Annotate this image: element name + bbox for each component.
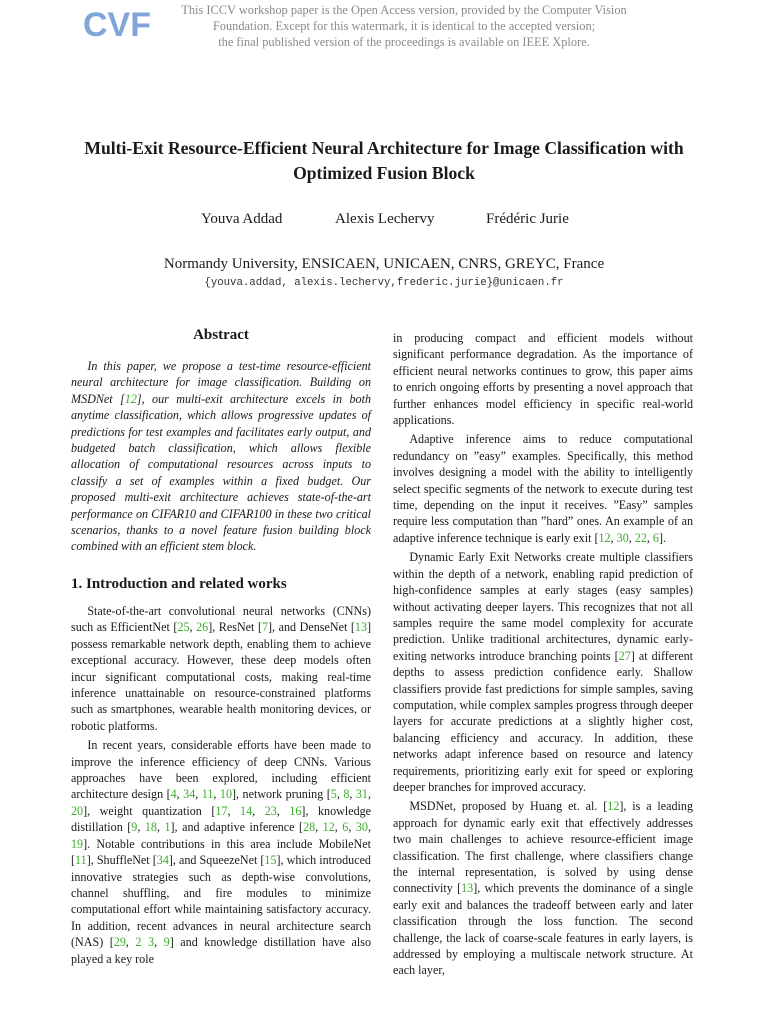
citation-link[interactable]: 23 — [264, 803, 277, 818]
citation-link[interactable]: 9 — [131, 820, 138, 835]
citation-link[interactable]: 11 — [201, 787, 214, 802]
cvf-logo-text: CVF — [83, 6, 151, 44]
citation-link[interactable]: 27 — [618, 648, 631, 663]
citation-link[interactable]: 12 — [598, 530, 611, 545]
affiliation: Normandy University, ENSICAEN, UNICAEN, CNRS, GREYC, France — [163, 256, 605, 272]
citation-link[interactable]: 14 — [240, 803, 253, 818]
citation-link[interactable]: 28 — [303, 820, 316, 835]
citation-link[interactable]: 18 — [144, 820, 157, 835]
citation-link[interactable]: 5 — [330, 787, 337, 802]
citation-link[interactable]: 10 — [219, 787, 233, 802]
citation-link[interactable]: 16 — [289, 803, 302, 818]
body-paragraph: Dynamic Early Exit Networks create multiple classifiers within the depth of a network, enabling rapid prediction of high-confidence samples at early stages (easy samples) without activating deeper layers. This recognizes that not all samples require the same model complexity for accurate prediction. Unlike traditional architectures, dynamic early-exiting networks introduce branching points [27] at different depths to assess prediction confidence early. Shallow classifiers provide fast predictions for simple samples, saving computation, while complex samples progress through deeper layers for accurate predictions at a slightly higher cost, balancing efficiency and accuracy. In addition, these networks adapt inference based on resource and latency requirements, prioritizing early exit for speed or exploring deeper branches for improved accuracy. — [393, 550, 694, 794]
body-paragraph: MSDNet, proposed by Huang et. al. [12], is a leading approach for dynamic early exit that effectively addresses two main challenges to achieve resource-efficient image classification. The first challenge, where classifiers change the internal representation, is solved by using dense connectivity [13], which prevents the dominance of a single early exit and balances the tradeoff between early and later classification through the loss function. The second challenge, the lack of coarse-scale features in early layers, is addressed by employing a multiscale network structure. At each layer, — [393, 799, 694, 978]
citation-link[interactable]: 15 — [264, 853, 277, 868]
watermark-line: This ICCV workshop paper is the Open Access version, provided by the Computer Vision — [181, 3, 627, 17]
citation-link[interactable]: 13 — [354, 620, 367, 635]
citation-link[interactable]: 1 — [164, 820, 171, 835]
citation-link[interactable]: 2 — [135, 935, 142, 950]
citation-link[interactable]: 12 — [607, 799, 620, 814]
citation-link[interactable]: 13 — [461, 881, 474, 896]
watermark-line: the final published version of the proceedings is available on IEEE Xplore. — [218, 35, 590, 49]
paper-title-line: Multi-Exit Resource-Efficient Neural Architecture for Image Classification with — [84, 138, 684, 158]
citation-link[interactable]: 19 — [71, 836, 84, 851]
citation-link[interactable]: 30 — [616, 530, 629, 545]
watermark-line: Foundation. Except for this watermark, it is identical to the accepted version; — [212, 19, 596, 33]
citation-link[interactable]: 7 — [261, 620, 269, 635]
citation-link[interactable]: 3 — [148, 935, 155, 950]
abstract-body — [71, 358, 371, 555]
citation-link[interactable]: 25 — [177, 620, 190, 635]
author-name: Frédéric Jurie — [486, 211, 569, 227]
citation-link[interactable]: 6 — [652, 530, 659, 545]
citation-link[interactable]: 8 — [343, 787, 350, 802]
citation-link[interactable]: 31 — [355, 787, 368, 802]
author-name: Youva Addad — [201, 211, 283, 227]
body-paragraph: In recent years, considerable efforts have been made to improve the inference efficiency of deep CNNs. Various approaches have been explored, including efficient architecture design [4, 34, 11, 10], network pruning [5, 8, 31, 20], weight quantization [17, 14, 23, 16], knowledge distillation [9, 18, 1], and adaptive inference [28, 12, 6, 30, 19]. Notable contributions in this area include MobileNet [11], ShuffleNet [34], and SqueezeNet [15], which introduced innovative strategies such as depth-wise convolutions, channel shuffling, and fire modules to minimize computational effort while maintaining satisfactory accuracy. In addition, recent advances in neural architecture search (NAS) [29, 2 3, 9] and knowledge distillation have also played a key role — [71, 738, 372, 966]
introduction-body — [71, 603, 371, 967]
citation-link[interactable]: 12 — [124, 391, 137, 406]
author-name: Alexis Lechervy — [335, 211, 435, 227]
body-paragraph: State-of-the-art convolutional neural networks (CNNs) such as EfficientNet [25, 26], ResNet [7], and DenseNet [13] possess remarkable network depth, enabling them to achieve exceptional accuracy. However, these deep models often incur significant computational costs, making real-time inference unattainable on resource-constrained platforms such as smartphones, wearable health monitoring devices, or robotic platforms. — [71, 604, 372, 733]
abstract-text: In this paper, we propose a test-time resource-efficient neural architecture for image classification. Building on MSDNet [12], our multi-exit architecture excels in both anytime classification, which allows progressive updates of predictions for test examples and facilitates early output, and budgeted batch classification, which allows flexible allocation of computational resources across inputs to classify a set of examples within a fixed budget. Our proposed multi-exit architecture achieves state-of-the-art performance on CIFAR10 and CIFAR100 in these two critical scenarios, thanks to a novel feature fusion building block combined with an efficient stem block. — [71, 359, 371, 554]
citation-link[interactable]: 9 — [163, 935, 170, 950]
right-column-body — [393, 330, 693, 979]
abstract-heading: Abstract — [193, 327, 249, 343]
citation-link[interactable]: 22 — [634, 530, 647, 545]
citation-link[interactable]: 12 — [322, 820, 335, 835]
cvf-logo — [83, 6, 151, 44]
citation-link[interactable]: 30 — [355, 820, 368, 835]
paper-title — [40, 136, 728, 186]
citation-link[interactable]: 26 — [196, 620, 209, 635]
citation-link[interactable]: 4 — [170, 787, 177, 802]
citation-link[interactable]: 20 — [71, 803, 84, 818]
citation-link[interactable]: 34 — [183, 787, 196, 802]
citation-link[interactable]: 11 — [75, 853, 87, 868]
citation-link[interactable]: 34 — [156, 853, 169, 868]
citation-link[interactable]: 17 — [215, 803, 228, 818]
author-emails: {youva.addad, alexis.lechervy,frederic.jurie}@unicaen.fr — [204, 277, 564, 289]
citation-link[interactable]: 6 — [342, 820, 349, 835]
body-paragraph: Adaptive inference aims to reduce computational redundancy on ”easy” examples. Specifically, this method involves designing a model with the ability to intelligently select specific segments of the network to execute during test time, depending on the input it receives. ”Easy” samples require less computation than ”hard” ones. An example of an adaptive inference technique is early exit [12, 30, 22, 6]. — [393, 432, 693, 545]
citation-link[interactable]: 29 — [113, 935, 126, 950]
section-heading: 1. Introduction and related works — [71, 576, 287, 592]
body-paragraph: in producing compact and efficient models without significant performance degradation. As the importance of efficient neural networks continues to grow, this paper aims to enrich ongoing efforts by presenting a novel approach that further enhances model efficiency in specific real-world applications. — [393, 331, 693, 428]
paper-title-line: Optimized Fusion Block — [293, 163, 475, 183]
open-access-watermark — [150, 2, 658, 50]
